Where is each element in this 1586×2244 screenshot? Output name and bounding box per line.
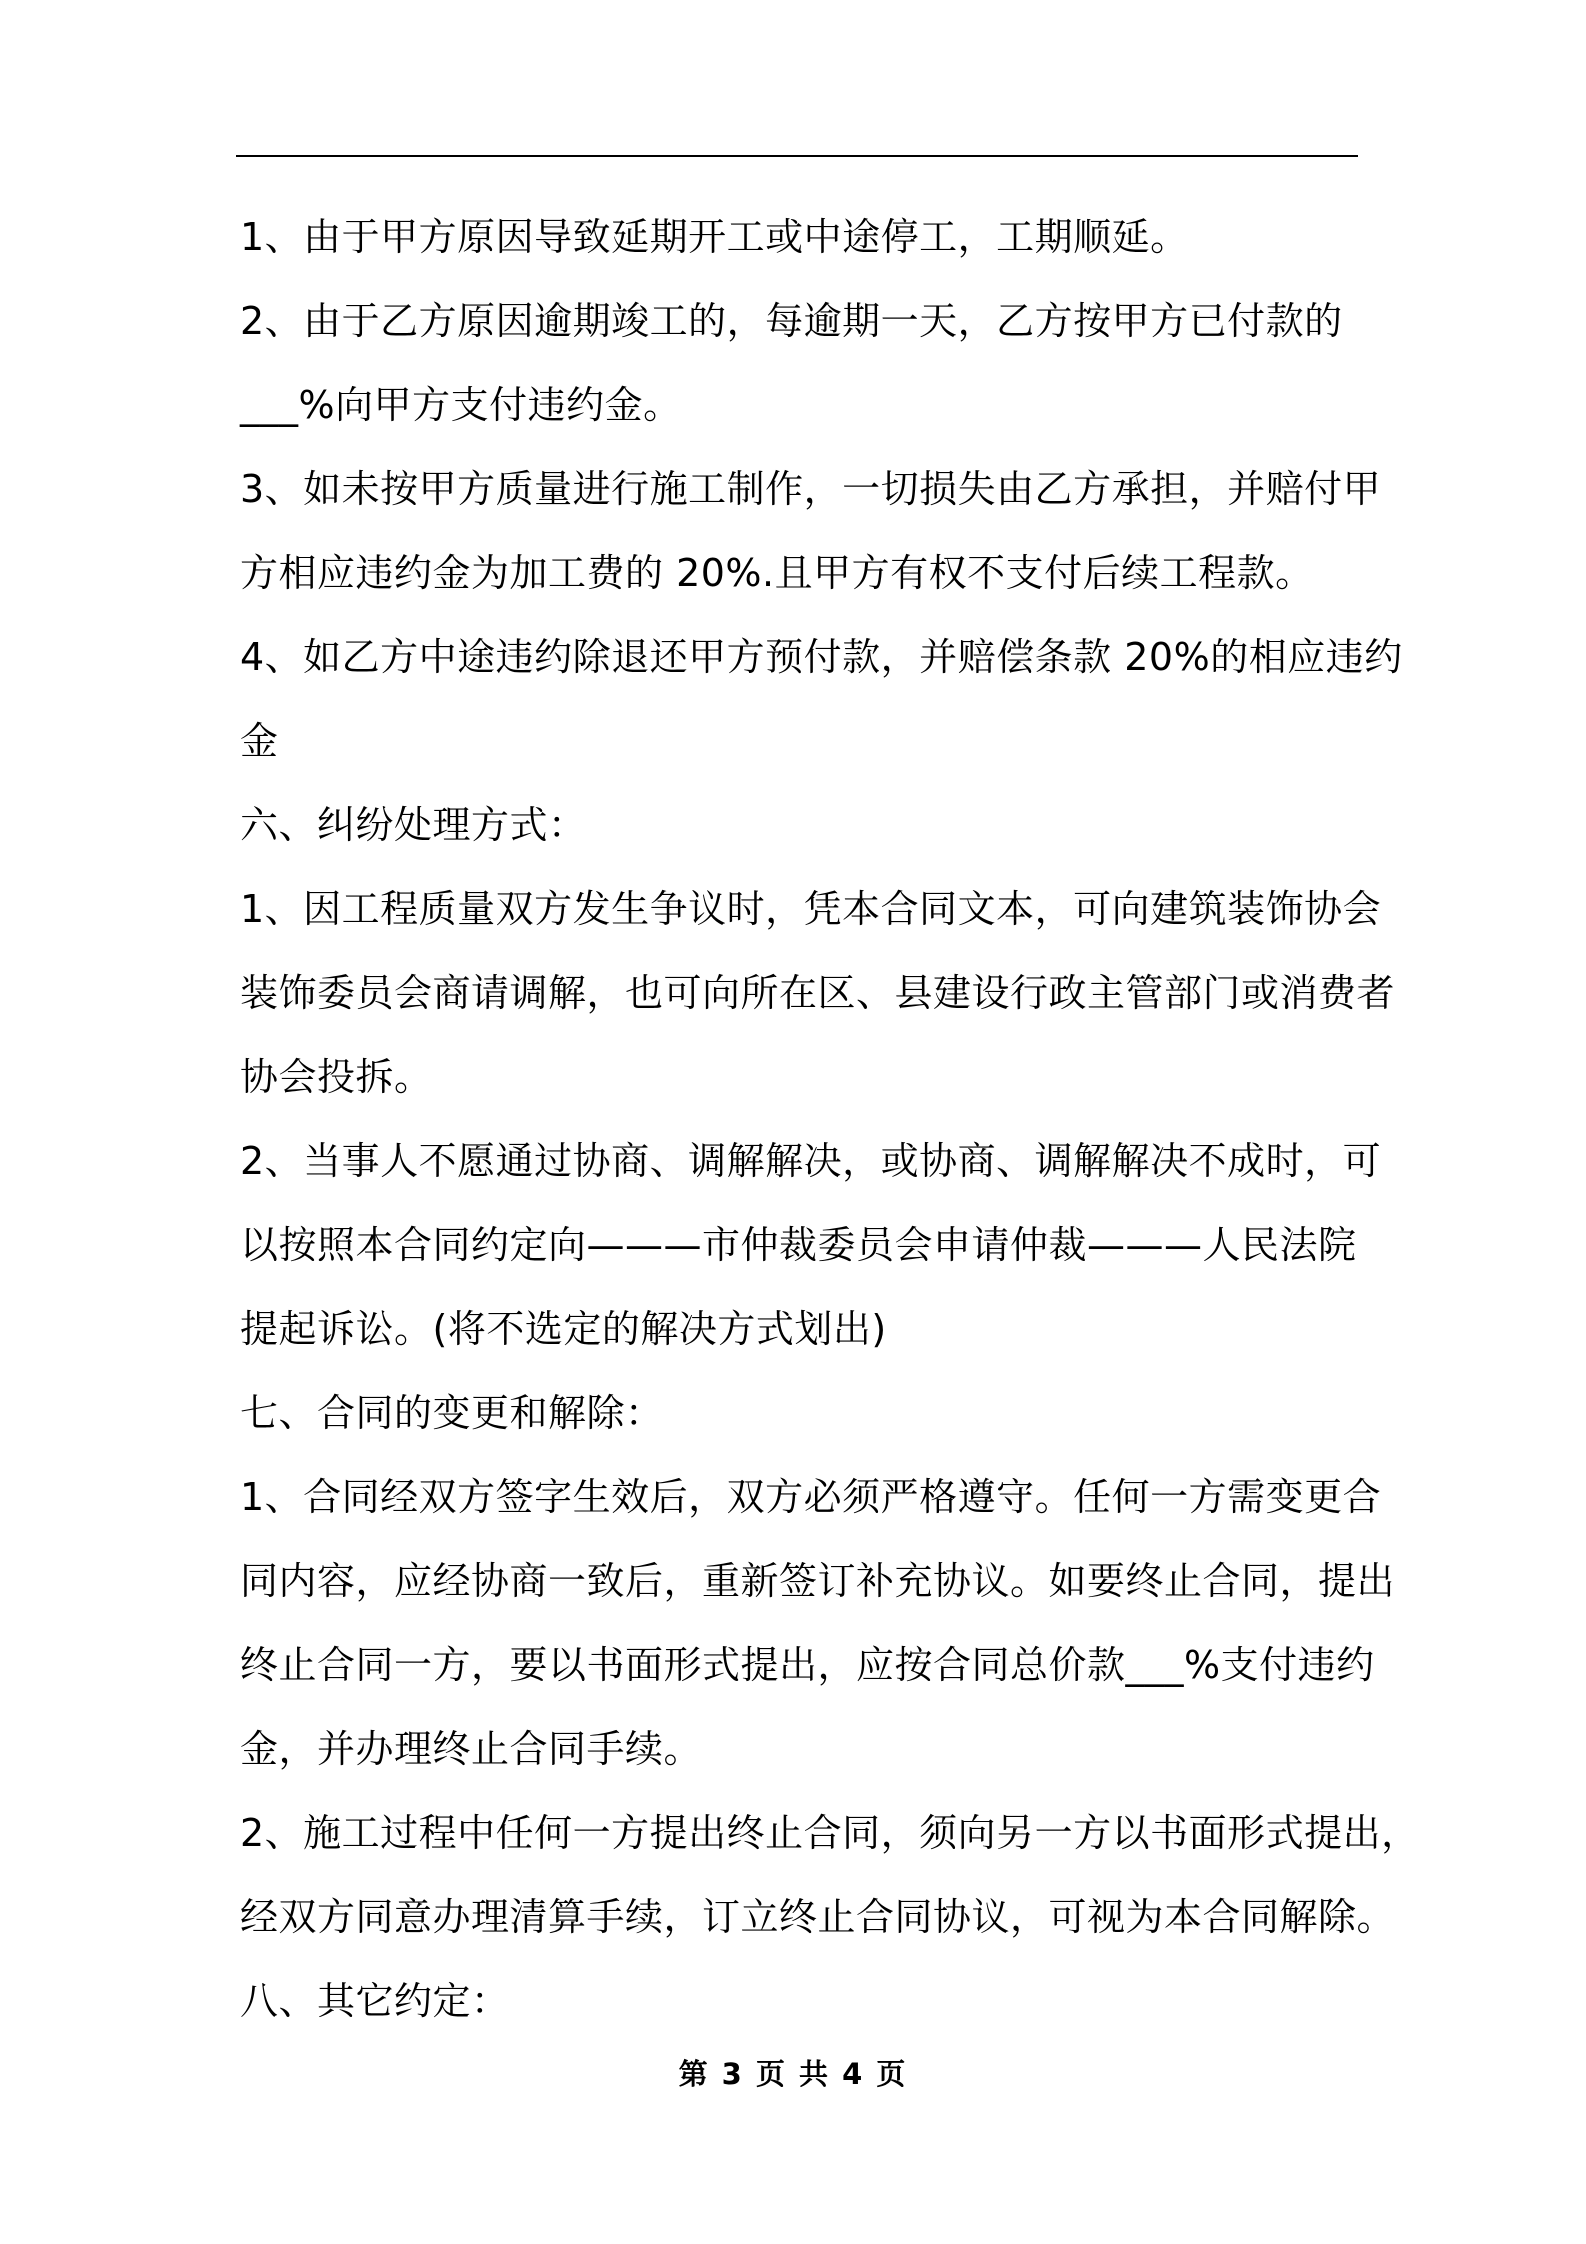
text-line: 提起诉讼。(将不选定的解决方式划出) bbox=[240, 1307, 887, 1351]
text-line: 方相应违约金为加工费的 20%.且甲方有权不支付后续工程款。 bbox=[240, 551, 1314, 595]
page-number: 第 3 页 共 4 页 bbox=[678, 2057, 908, 2091]
text-line: 1、因工程质量双方发生争议时，凭本合同文本，可向建筑装饰协会 bbox=[240, 887, 1382, 931]
text-line: 1、合同经双方签字生效后，双方必须严格遵守。任何一方需变更合 bbox=[240, 1475, 1382, 1519]
text-line: 同内容，应经协商一致后，重新签订补充协议。如要终止合同，提出 bbox=[240, 1559, 1396, 1603]
text-line: 协会投拆。 bbox=[240, 1055, 433, 1099]
section-heading: 七、合同的变更和解除： bbox=[240, 1391, 664, 1435]
text-line: 2、施工过程中任何一方提出终止合同，须向另一方以书面形式提出， bbox=[240, 1811, 1420, 1855]
text-line: 装饰委员会商请调解，也可向所在区、县建设行政主管部门或消费者 bbox=[240, 971, 1396, 1015]
text-line: 3、如未按甲方质量进行施工制作，一切损失由乙方承担，并赔付甲 bbox=[240, 467, 1382, 511]
section-heading: 六、纠纷处理方式： bbox=[240, 803, 587, 847]
section-heading: 八、其它约定： bbox=[240, 1979, 510, 2023]
text-line: 2、当事人不愿通过协商、调解解决，或协商、调解解决不成时，可 bbox=[240, 1139, 1382, 1183]
text-line: 金 bbox=[240, 719, 279, 763]
text-line: 1、由于甲方原因导致延期开工或中途停工，工期顺延。 bbox=[240, 215, 1189, 259]
page-footer bbox=[0, 2052, 1586, 2093]
header-rule bbox=[236, 155, 1358, 157]
text-line: 金，并办理终止合同手续。 bbox=[240, 1727, 703, 1771]
text-line: 4、如乙方中途违约除退还甲方预付款，并赔偿条款 20%的相应违约 bbox=[240, 635, 1403, 679]
text-line: 终止合同一方，要以书面形式提出，应按合同总价款___%支付违约 bbox=[240, 1643, 1375, 1687]
text-line: 2、由于乙方原因逾期竣工的，每逾期一天，乙方按甲方已付款的 bbox=[240, 299, 1343, 343]
text-line: ___%向甲方支付违约金。 bbox=[240, 383, 682, 427]
text-line: 经双方同意办理清算手续，订立终止合同协议，可视为本合同解除。 bbox=[240, 1895, 1396, 1939]
document-body bbox=[240, 195, 1420, 2043]
text-line: 以按照本合同约定向———市仲裁委员会申请仲裁———人民法院 bbox=[240, 1223, 1357, 1267]
